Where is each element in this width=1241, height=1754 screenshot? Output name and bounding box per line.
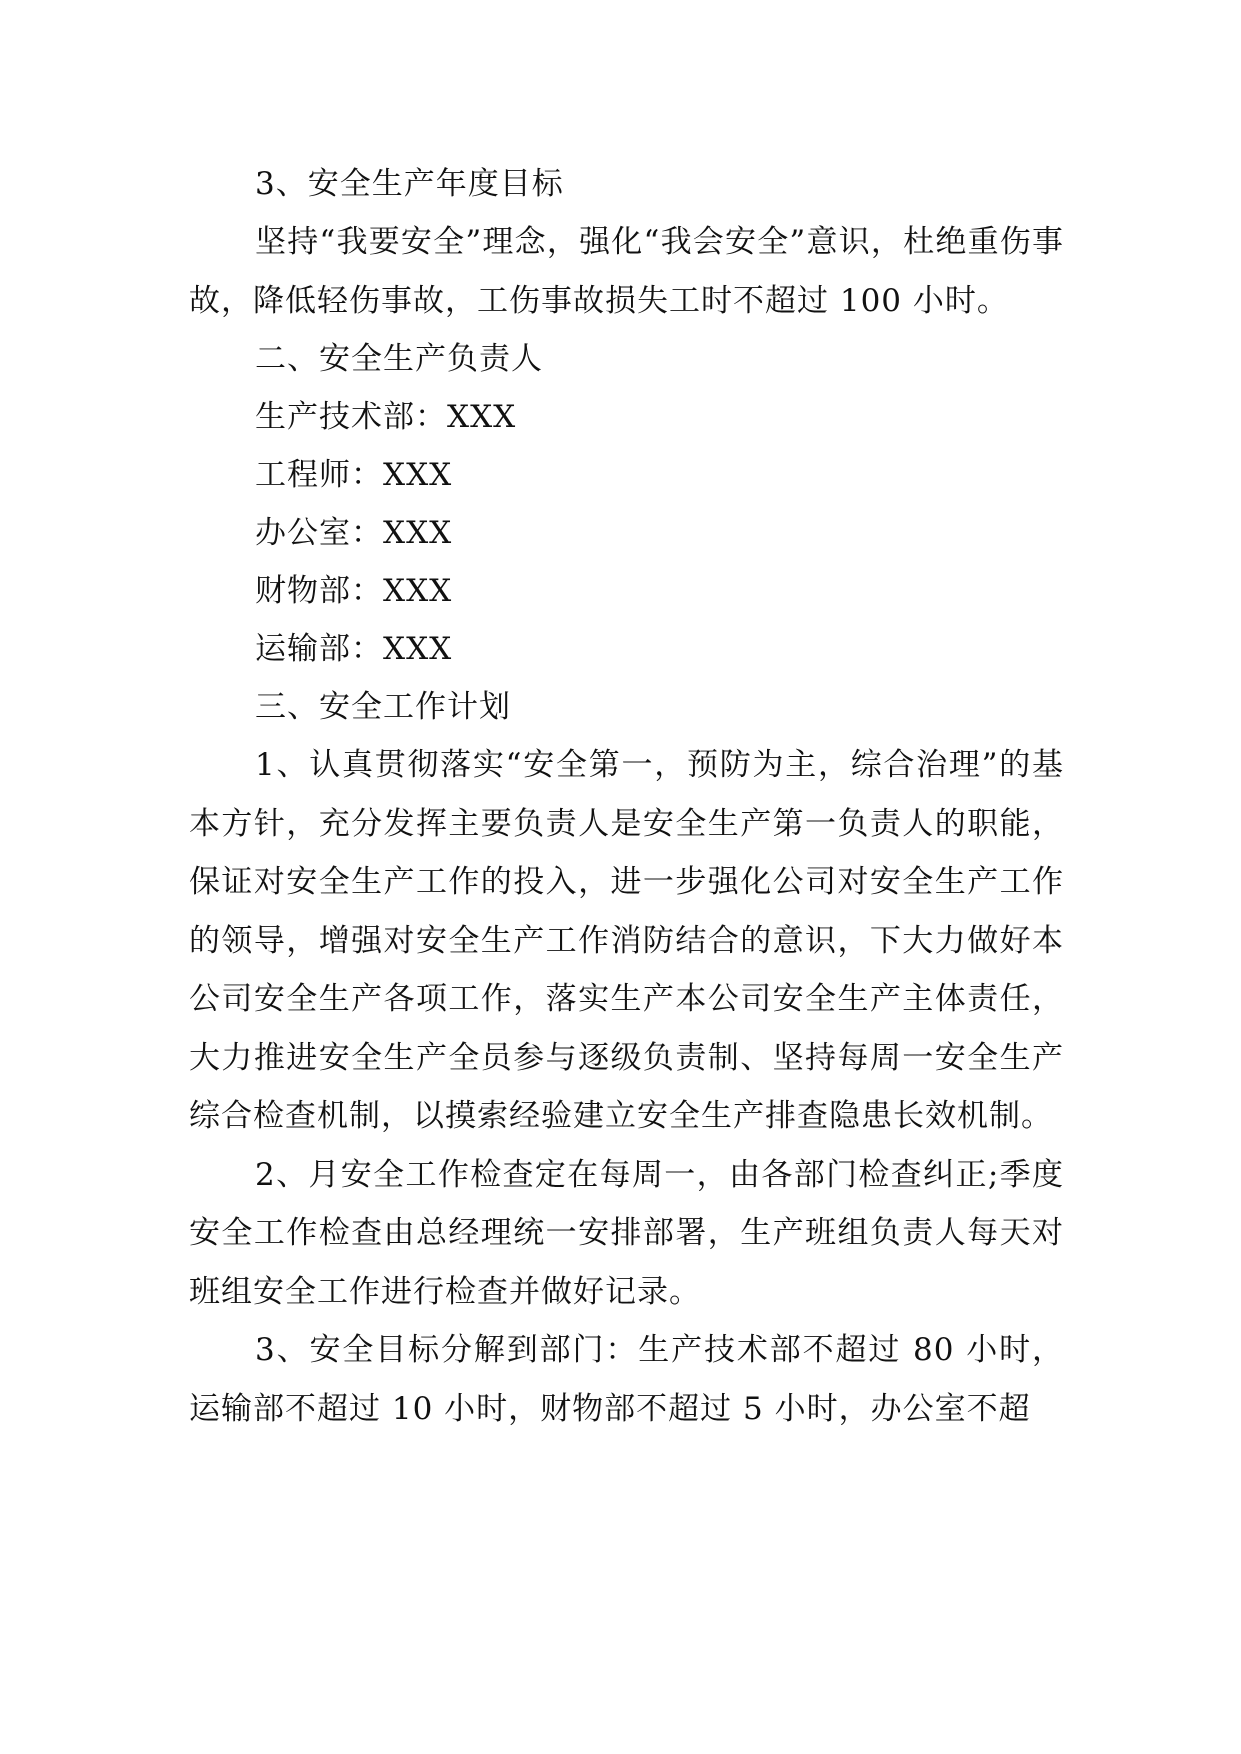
responsible-production-tech: 生产技术部：XXX [255, 399, 517, 435]
annual-goal-paragraph: 坚持“我要安全”理念，强化“我会安全”意识，杜绝重伤事故，降低轻伤事故，工伤事故损失工时不超过 100 小时。 [189, 224, 1064, 319]
annual-goal-heading: 3、安全生产年度目标 [255, 166, 564, 202]
responsible-finance: 财物部：XXX [255, 573, 453, 609]
plan-item-3: 3、安全目标分解到部门：生产技术部不超过 80 小时，运输部不超过 10 小时，财物部不超过 5 小时，办公室不超 [189, 1332, 1064, 1427]
document-page [189, 155, 1064, 1438]
section-three-title: 三、安全工作计划 [255, 689, 511, 725]
plan-item-1: 1、认真贯彻落实“安全第一，预防为主，综合治理”的基本方针，充分发挥主要负责人是安全生产第一负责人的职能，保证对安全生产工作的投入，进一步强化公司对安全生产工作的领导，增强对安全生产工作消防结合的意识，下大力做好本公司安全生产各项工作，落实生产本公司安全生产主体责任，大力推进安全生产全员参与逐级负责制、坚持每周一安全生产综合检查机制，以摸索经验建立安全生产排查隐患长效机制。 [189, 747, 1064, 1134]
responsible-transport: 运输部：XXX [255, 631, 453, 667]
responsible-engineer: 工程师：XXX [255, 457, 453, 493]
responsible-office: 办公室：XXX [255, 515, 453, 551]
plan-item-2: 2、月安全工作检查定在每周一，由各部门检查纠正;季度安全工作检查由总经理统一安排部署，生产班组负责人每天对班组安全工作进行检查并做好记录。 [189, 1156, 1064, 1310]
section-two-title: 二、安全生产负责人 [255, 341, 543, 377]
